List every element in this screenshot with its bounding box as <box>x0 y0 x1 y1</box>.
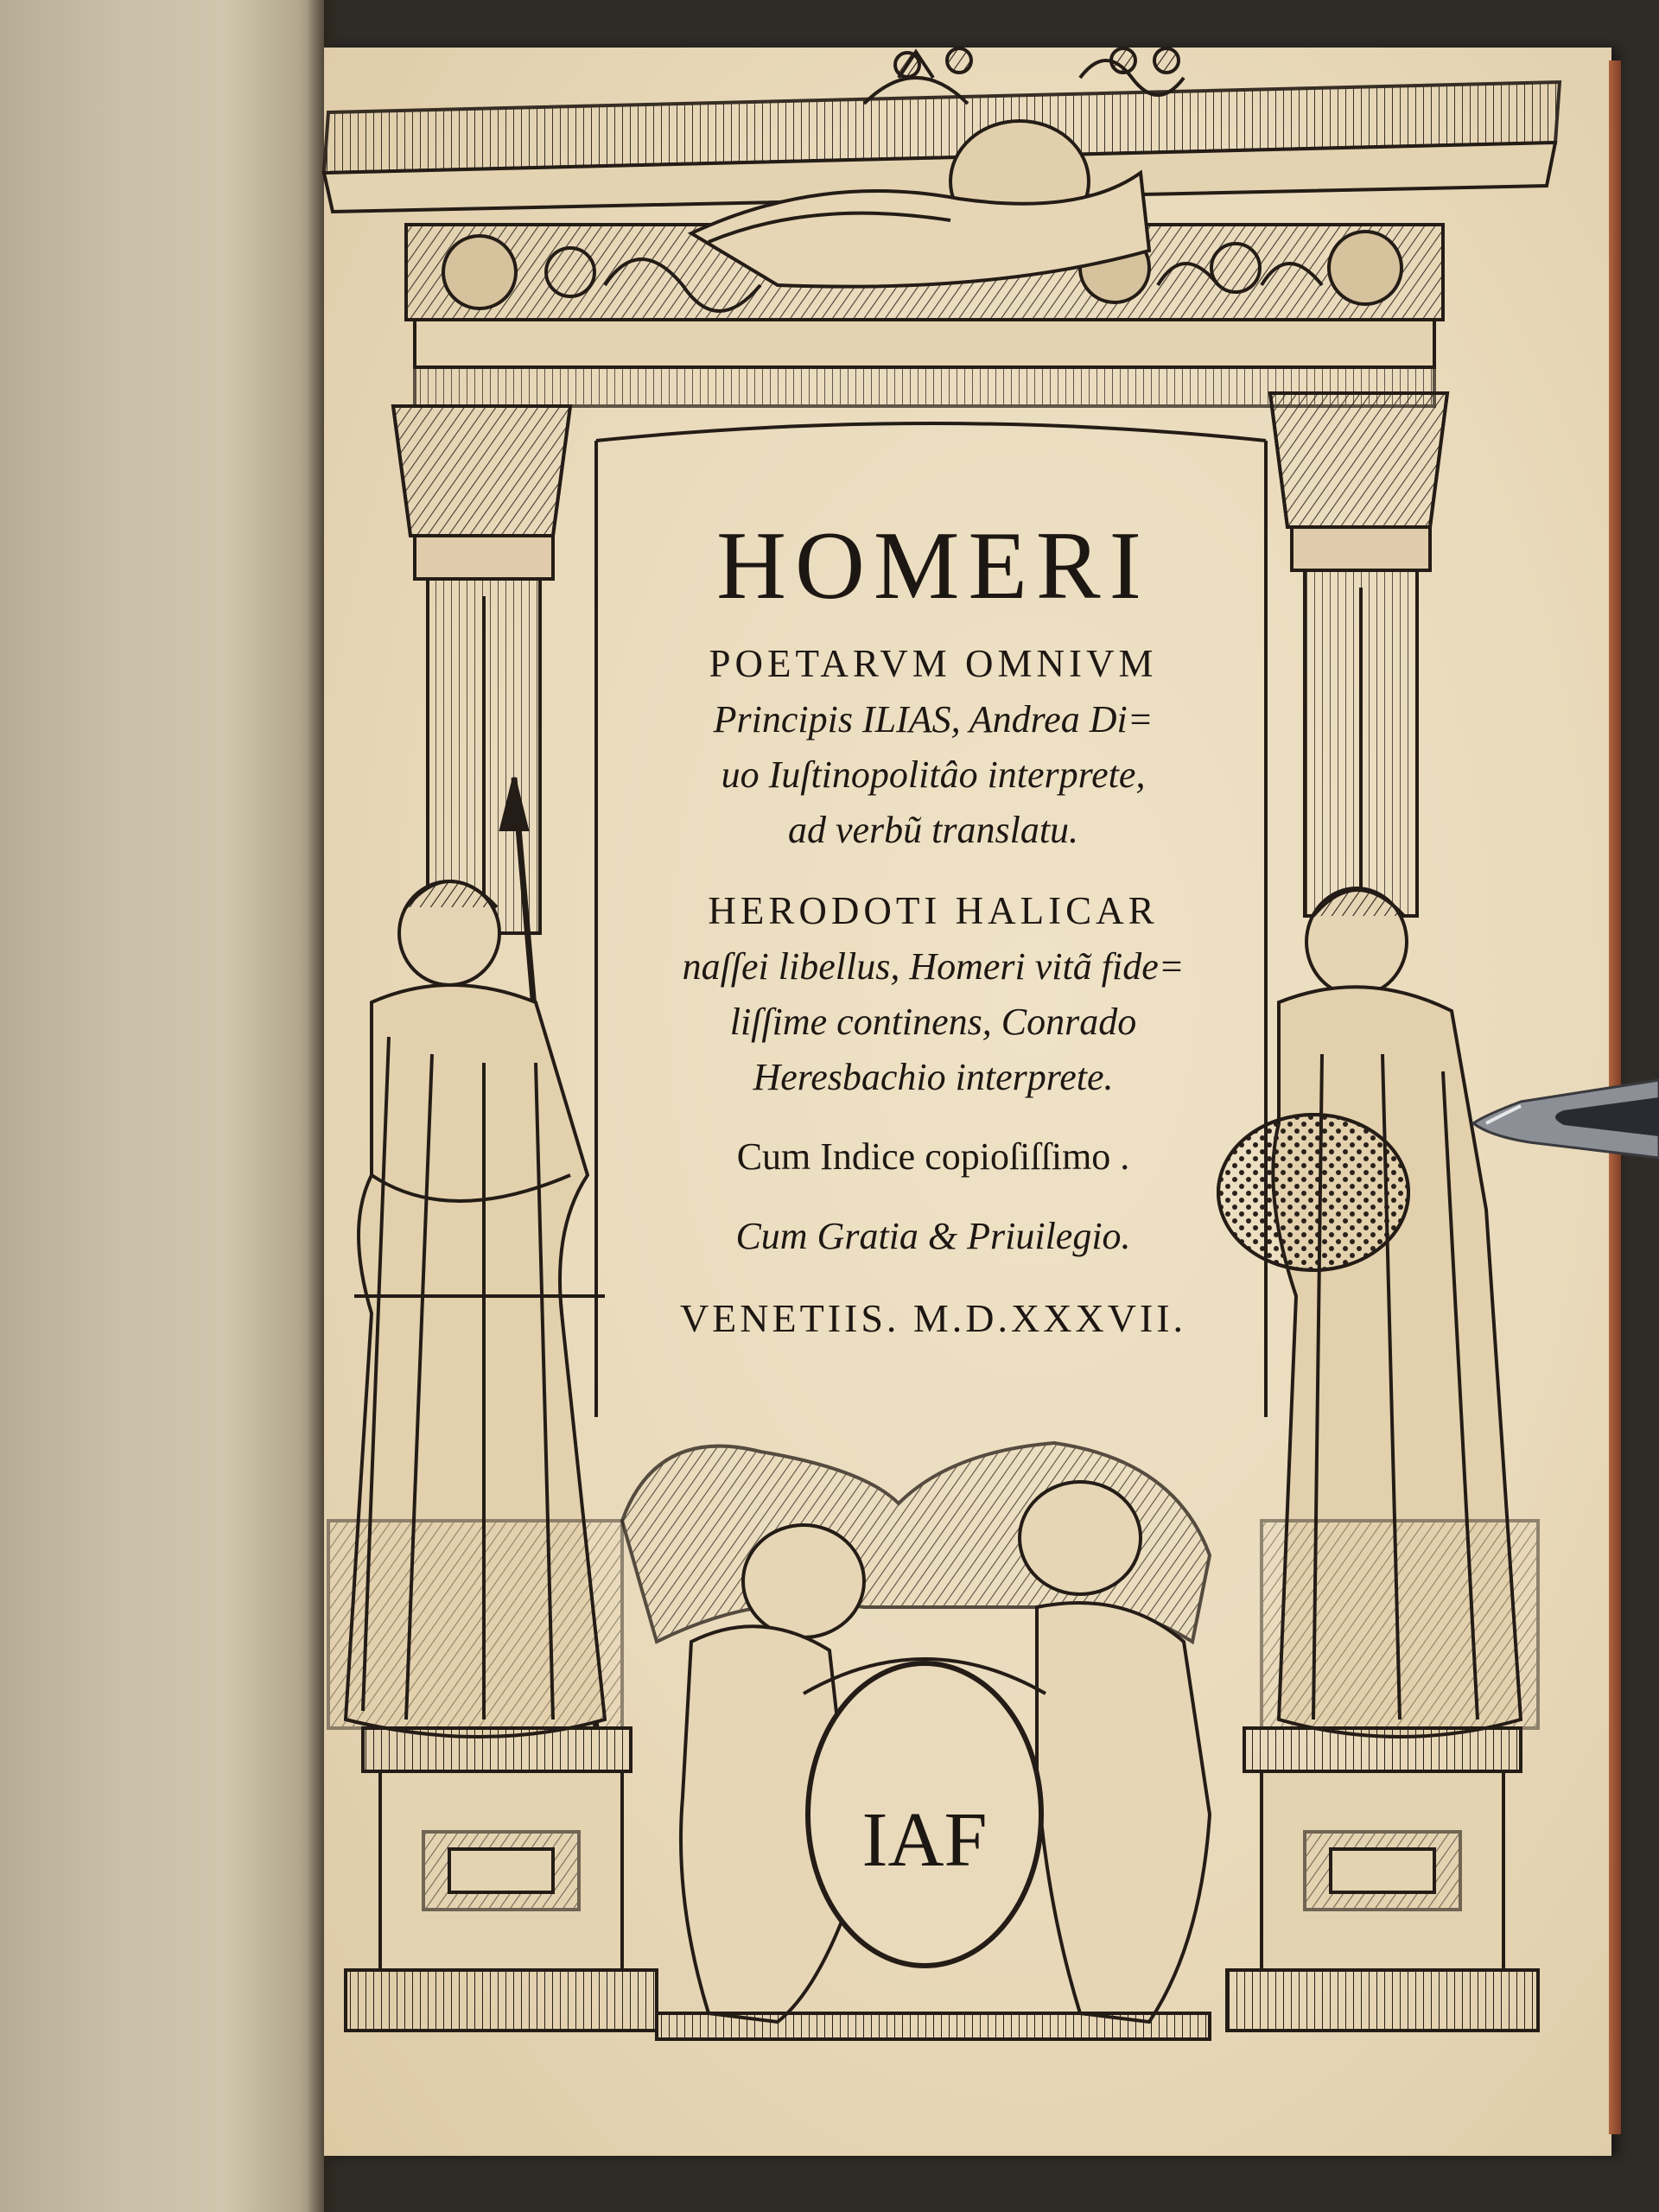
left-pedestal <box>346 1728 657 2031</box>
subtitle-poetarum: POETARVM OMNIVM <box>709 642 1158 685</box>
title-homeri: HOMERI <box>716 512 1150 620</box>
left-column <box>393 406 570 933</box>
title-text-block <box>596 505 1270 1430</box>
text-line-nassei: naſſei libellus, Homeri vitã fide= <box>682 945 1185 988</box>
right-pedestal <box>1227 1728 1538 2031</box>
pen-tip <box>1469 1063 1659 1166</box>
printer-monogram: IAF <box>861 1797 988 1883</box>
text-line-cum-gratia: Cum Gratia & Priuilegio. <box>735 1215 1131 1257</box>
text-line-ad-verbu: ad verbũ translatu. <box>787 809 1079 851</box>
text-line-iustinopolitao: uo Iuſtinopolitâo interprete, <box>721 753 1146 796</box>
text-line-heresbachio: Heresbachio interprete. <box>753 1056 1114 1098</box>
right-column <box>1270 393 1447 916</box>
imprint-line: VENETIIS. M.D.XXXVII. <box>679 1296 1187 1340</box>
heading-herodoti: HERODOTI HALICAR <box>708 889 1159 932</box>
text-line-principis: Principis ILIAS, Andrea Di= <box>713 698 1154 741</box>
text-line-lissime: liſſime continens, Conrado <box>729 1001 1137 1043</box>
text-line-cum-indice: Cum Indice copioſiſſimo . <box>736 1135 1130 1178</box>
left-caryatid <box>328 778 622 1737</box>
